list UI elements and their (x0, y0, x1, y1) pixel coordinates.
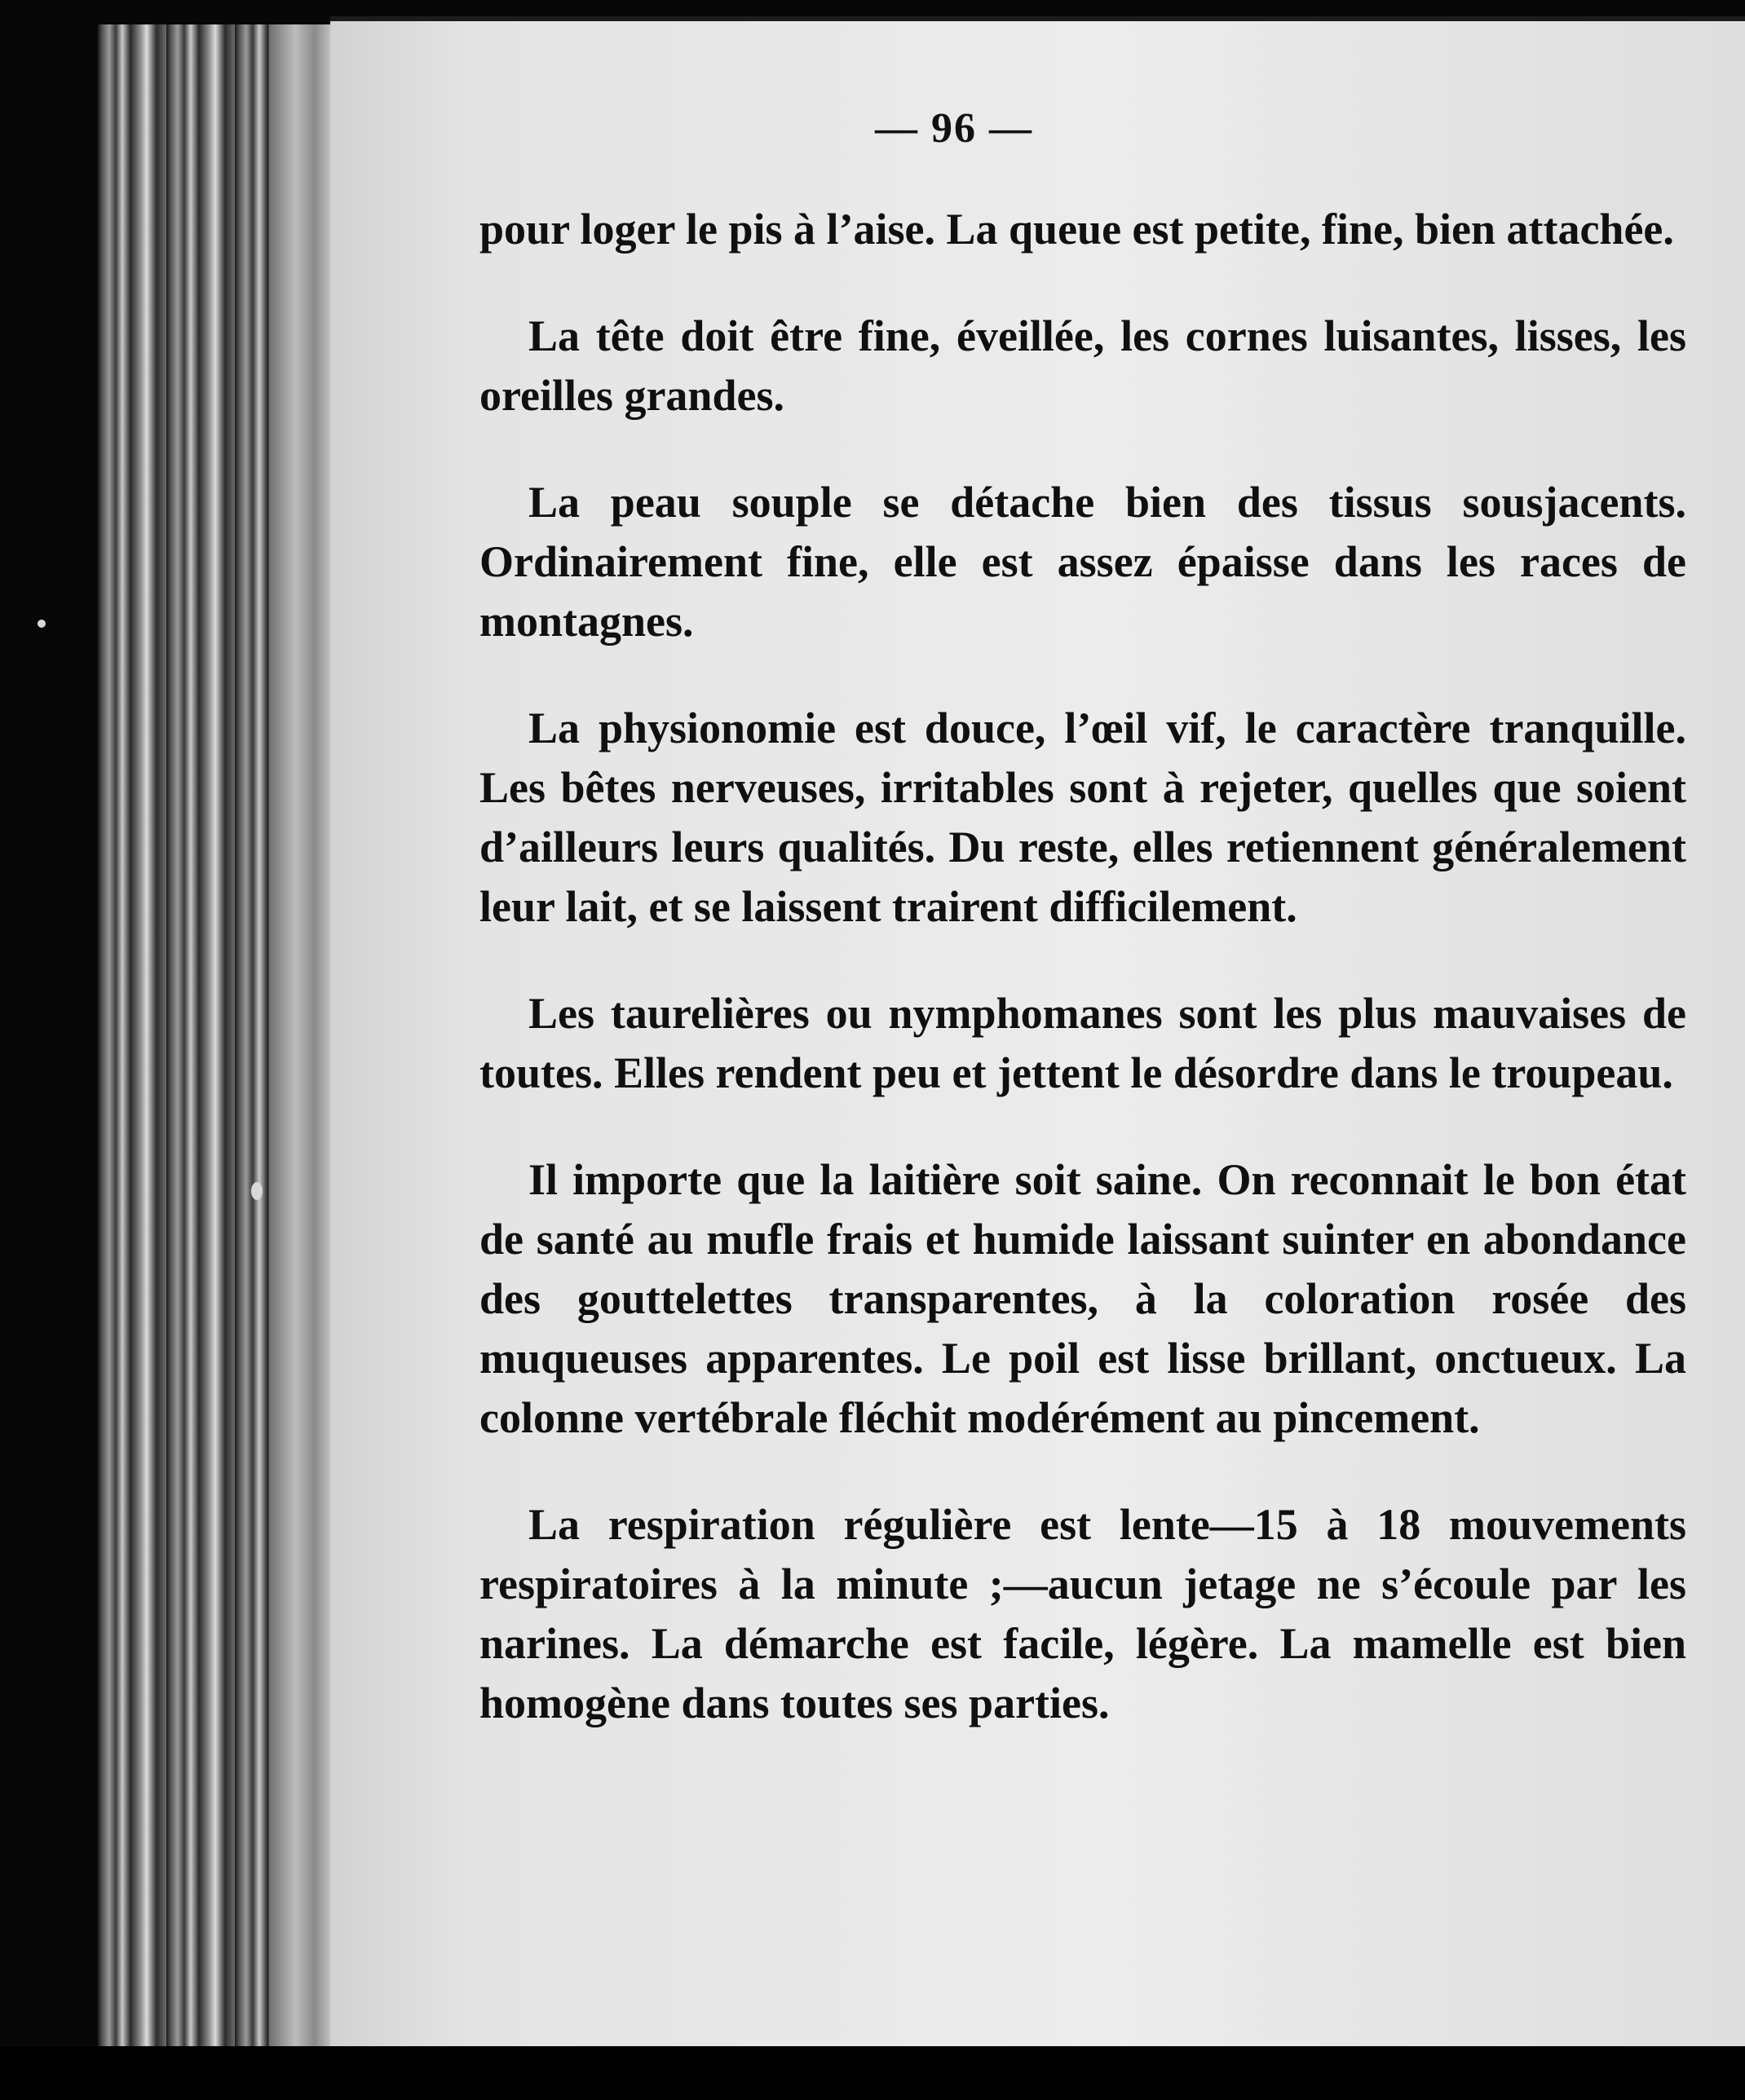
paragraph: Les taurelières ou nymphomanes sont les plus mauvaises de toutes. Elles rendent peu et jettent le désordre dans le troupeau. (479, 989, 1686, 1097)
page-gutter (269, 24, 334, 2054)
paragraph: La physionomie est douce, l’œil vif, le caractère tranquille. Les bêtes nerveuses, irritables sont à rejeter, quelles que soient d’ailleurs leurs qualités. Du reste, elles retiennent généralement leur lait, et se laissent trairent difficilement. (479, 704, 1686, 931)
paragraph: La respiration régulière est lente—15 à 18 mouvements respiratoires à la minute ;—aucun jetage ne s’écoule par les narines. La démarche est facile, légère. La mamelle est bien homogène dans toutes ses parties. (479, 1500, 1686, 1727)
body-text (479, 200, 1686, 1733)
dust-speck (38, 620, 46, 628)
page-number (0, 104, 1745, 152)
paragraph: La tête doit être fine, éveillée, les cornes luisantes, lisses, les oreilles grandes. (479, 311, 1686, 420)
paragraph: pour loger le pis à l’aise. La queue est petite, fine, bien attachée. (479, 205, 1674, 254)
page-number-label: — 96 — (875, 105, 1033, 152)
paragraph: La peau souple se détache bien des tissus sousjacents. Ordinairement fine, elle est assez épaisse dans les races de montagnes. (479, 478, 1686, 646)
scan-border (0, 2046, 1745, 2100)
paragraph: Il importe que la laitière soit saine. On reconnait le bon état de santé au mufle frais et humide laissant suinter en abondance des gouttelettes transparentes, à la coloration rosée des muqueuses apparentes. Le poil est lisse brillant, onctueux. La colonne vertébrale fléchit modérément au pincement. (479, 1155, 1686, 1442)
dust-speck (251, 1182, 263, 1200)
